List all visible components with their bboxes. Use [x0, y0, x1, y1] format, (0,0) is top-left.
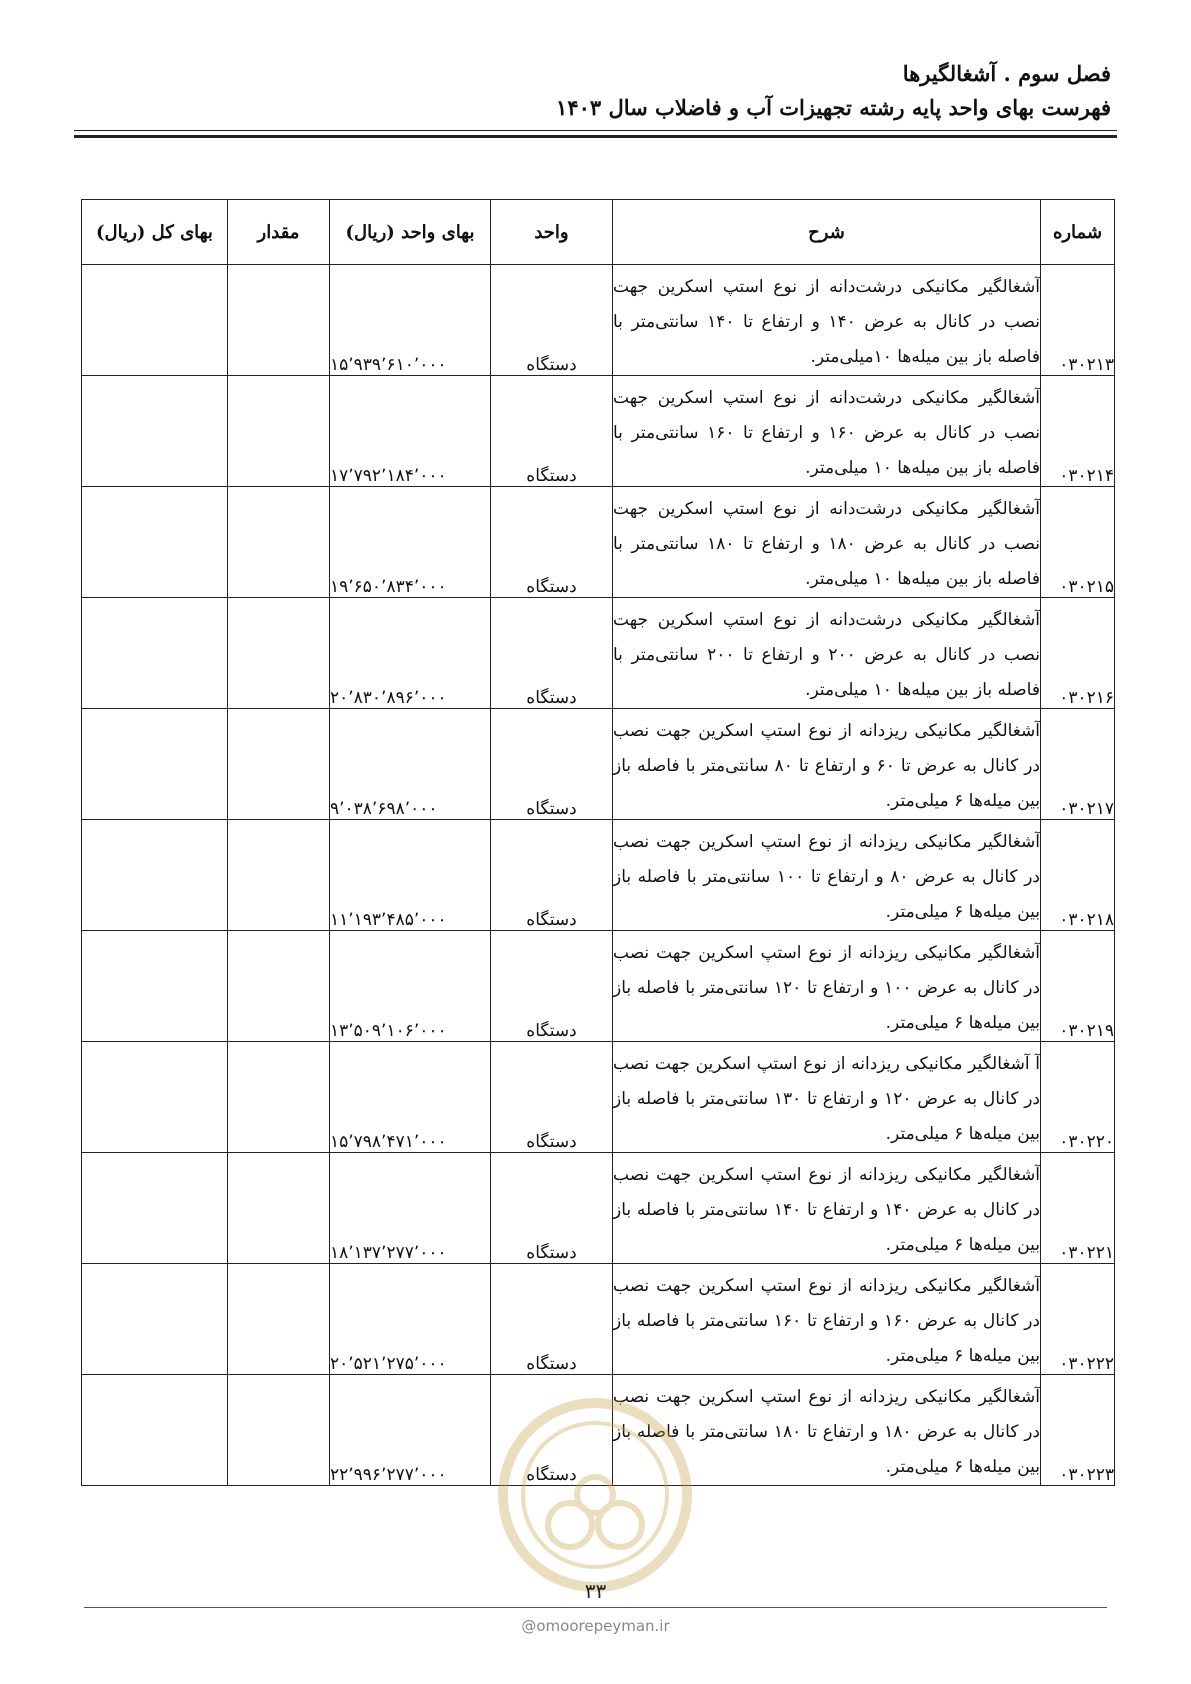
item-description: آشغالگیر مکانیکی درشت‌دانه از نوع استپ اسکرین جهت نصب در کانال به عرض ۱۶۰ و ارتفاع تا ۱۶۰ سانتی‌متر با فاصله باز بین میله‌ها ۱۰ میلی‌متر. [613, 376, 1041, 487]
table-row [82, 931, 1115, 1042]
document-subtitle: فهرست بهای واحد پایه رشته تجهیزات آب و فاضلاب سال ۱۴۰۳ [556, 95, 1111, 120]
price-table [81, 199, 1115, 1486]
item-total-price [82, 820, 228, 931]
item-description: آشغالگیر مکانیکی درشت‌دانه از نوع استپ اسکرین جهت نصب در کانال به عرض ۱۸۰ و ارتفاع تا ۱۸۰ سانتی‌متر با فاصله باز بین میله‌ها ۱۰ میلی‌متر. [613, 487, 1041, 598]
item-quantity [228, 709, 330, 820]
table-row [82, 598, 1115, 709]
item-code: ۰۳۰۲۱۵ [1041, 487, 1115, 598]
item-code: ۰۳۰۲۱۳ [1041, 265, 1115, 376]
item-quantity [228, 1375, 330, 1486]
item-description: آشغالگیر مکانیکی ریزدانه از نوع استپ اسکرین جهت نصب در کانال به عرض ۱۸۰ و ارتفاع تا ۱۸۰ سانتی‌متر با فاصله باز بین میله‌ها ۶ میلی‌متر. [613, 1375, 1041, 1486]
item-unit: دستگاه [491, 709, 613, 820]
item-total-price [82, 1264, 228, 1375]
item-unit: دستگاه [491, 1264, 613, 1375]
item-description: آشغالگیر مکانیکی ریزدانه از نوع استپ اسکرین جهت نصب در کانال به عرض ۱۴۰ و ارتفاع تا ۱۴۰ سانتی‌متر با فاصله باز بین میله‌ها ۶ میلی‌متر. [613, 1153, 1041, 1264]
table-header-row [82, 200, 1115, 265]
header-divider-thick [74, 135, 1117, 138]
header-description: شرح [613, 200, 1041, 265]
item-code: ۰۳۰۲۲۰ [1041, 1042, 1115, 1153]
item-total-price [82, 598, 228, 709]
item-unit-price: ۱۹٬۶۵۰٬۸۳۴٬۰۰۰ [330, 487, 491, 598]
item-total-price [82, 709, 228, 820]
item-unit-price: ۹٬۰۳۸٬۶۹۸٬۰۰۰ [330, 709, 491, 820]
item-description: آ آشغالگیر مکانیکی ریزدانه از نوع استپ اسکرین جهت نصب در کانال به عرض ۱۲۰ و ارتفاع تا ۱۳۰ سانتی‌متر با فاصله باز بین میله‌ها ۶ میلی‌متر. [613, 1042, 1041, 1153]
item-total-price [82, 1153, 228, 1264]
item-description: آشغالگیر مکانیکی ریزدانه از نوع استپ اسکرین جهت نصب در کانال به عرض ۱۶۰ و ارتفاع تا ۱۶۰ سانتی‌متر با فاصله باز بین میله‌ها ۶ میلی‌متر. [613, 1264, 1041, 1375]
item-description: آشغالگیر مکانیکی درشت‌دانه از نوع استپ اسکرین جهت نصب در کانال به عرض ۱۴۰ و ارتفاع تا ۱۴۰ سانتی‌متر با فاصله باز بین میله‌ها ۱۰میلی‌متر. [613, 265, 1041, 376]
item-code: ۰۳۰۲۲۳ [1041, 1375, 1115, 1486]
item-unit-price: ۲۰٬۸۳۰٬۸۹۶٬۰۰۰ [330, 598, 491, 709]
item-total-price [82, 1042, 228, 1153]
item-quantity [228, 1153, 330, 1264]
item-unit: دستگاه [491, 1375, 613, 1486]
table-row [82, 376, 1115, 487]
header-unit-price: بهای واحد (ریال) [330, 200, 491, 265]
item-code: ۰۳۰۲۲۲ [1041, 1264, 1115, 1375]
item-unit-price: ۱۷٬۷۹۲٬۱۸۴٬۰۰۰ [330, 376, 491, 487]
item-code: ۰۳۰۲۱۷ [1041, 709, 1115, 820]
item-code: ۰۳۰۲۱۸ [1041, 820, 1115, 931]
item-quantity [228, 376, 330, 487]
item-unit: دستگاه [491, 376, 613, 487]
item-unit: دستگاه [491, 931, 613, 1042]
table-row [82, 1153, 1115, 1264]
table-row [82, 1264, 1115, 1375]
header-code: شماره [1041, 200, 1115, 265]
item-description: آشغالگیر مکانیکی درشت‌دانه از نوع استپ اسکرین جهت نصب در کانال به عرض ۲۰۰ و ارتفاع تا ۲۰۰ سانتی‌متر با فاصله باز بین میله‌ها ۱۰ میلی‌متر. [613, 598, 1041, 709]
item-quantity [228, 1264, 330, 1375]
item-total-price [82, 931, 228, 1042]
table-row [82, 820, 1115, 931]
item-unit: دستگاه [491, 487, 613, 598]
item-quantity [228, 931, 330, 1042]
table-row [82, 487, 1115, 598]
item-unit: دستگاه [491, 1153, 613, 1264]
item-description: آشغالگیر مکانیکی ریزدانه از نوع استپ اسکرین جهت نصب در کانال به عرض تا ۶۰ و ارتفاع تا ۸۰ سانتی‌متر با فاصله باز بین میله‌ها ۶ میلی‌متر. [613, 709, 1041, 820]
website-watermark: @omoorepeyman.ir [521, 1617, 670, 1635]
item-quantity [228, 265, 330, 376]
item-quantity [228, 1042, 330, 1153]
item-total-price [82, 376, 228, 487]
item-quantity [228, 598, 330, 709]
footer-divider [84, 1607, 1107, 1608]
item-unit: دستگاه [491, 598, 613, 709]
item-unit-price: ۱۵٬۷۹۸٬۴۷۱٬۰۰۰ [330, 1042, 491, 1153]
item-unit-price: ۱۸٬۱۳۷٬۲۷۷٬۰۰۰ [330, 1153, 491, 1264]
header-unit: واحد [491, 200, 613, 265]
item-unit: دستگاه [491, 820, 613, 931]
item-quantity [228, 820, 330, 931]
header-quantity: مقدار [228, 200, 330, 265]
item-total-price [82, 1375, 228, 1486]
item-unit: دستگاه [491, 1042, 613, 1153]
page-header [74, 58, 1111, 124]
header-divider-thin [74, 130, 1117, 131]
item-total-price [82, 265, 228, 376]
item-unit: دستگاه [491, 265, 613, 376]
item-unit-price: ۱۱٬۱۹۳٬۴۸۵٬۰۰۰ [330, 820, 491, 931]
item-unit-price: ۲۰٬۵۲۱٬۲۷۵٬۰۰۰ [330, 1264, 491, 1375]
item-total-price [82, 487, 228, 598]
item-code: ۰۳۰۲۲۱ [1041, 1153, 1115, 1264]
chapter-title: فصل سوم . آشغالگیرها [902, 61, 1111, 86]
item-description: آشغالگیر مکانیکی ریزدانه از نوع استپ اسکرین جهت نصب در کانال به عرض ۸۰ و ارتفاع تا ۱۰۰ سانتی‌متر با فاصله باز بین میله‌ها ۶ میلی‌متر. [613, 820, 1041, 931]
header-total-price: بهای کل (ریال) [82, 200, 228, 265]
item-unit-price: ۱۵٬۹۳۹٬۶۱۰٬۰۰۰ [330, 265, 491, 376]
table-row [82, 265, 1115, 376]
item-code: ۰۳۰۲۱۹ [1041, 931, 1115, 1042]
table-row [82, 1042, 1115, 1153]
seal-logo-icon [490, 1385, 700, 1605]
table-body [82, 265, 1115, 1486]
page-number: ۳۳ [584, 1579, 607, 1603]
item-code: ۰۳۰۲۱۶ [1041, 598, 1115, 709]
item-code: ۰۳۰۲۱۴ [1041, 376, 1115, 487]
item-unit-price: ۱۳٬۵۰۹٬۱۰۶٬۰۰۰ [330, 931, 491, 1042]
item-description: آشغالگیر مکانیکی ریزدانه از نوع استپ اسکرین جهت نصب در کانال به عرض ۱۰۰ و ارتفاع تا ۱۲۰ سانتی‌متر با فاصله باز بین میله‌ها ۶ میلی‌متر. [613, 931, 1041, 1042]
table-row [82, 709, 1115, 820]
item-unit-price: ۲۲٬۹۹۶٬۲۷۷٬۰۰۰ [330, 1375, 491, 1486]
item-quantity [228, 487, 330, 598]
